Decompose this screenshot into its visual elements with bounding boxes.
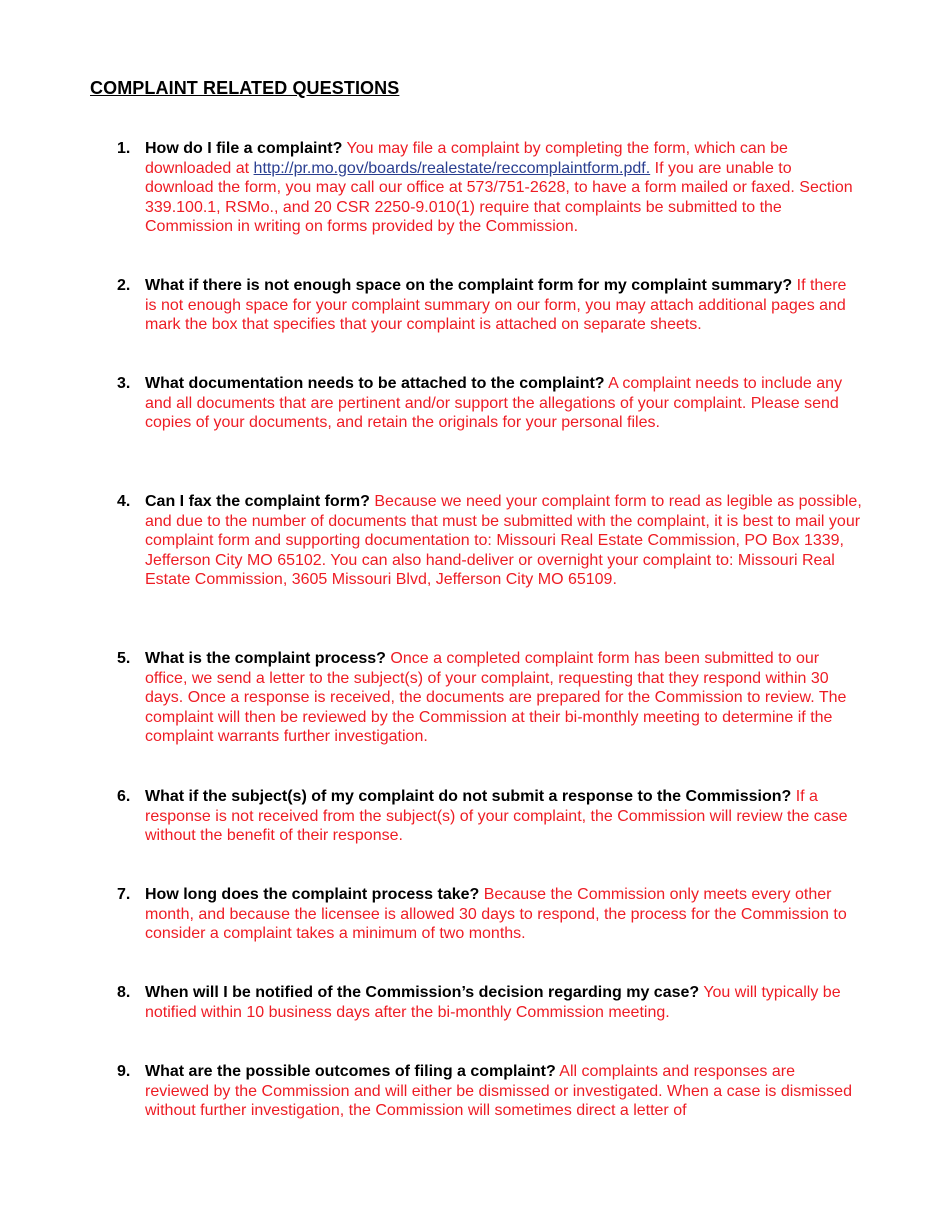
question-text: Can I fax the complaint form? bbox=[145, 493, 370, 510]
question-text: When will I be notified of the Commission’s decision regarding my case? bbox=[145, 984, 700, 1001]
item-body bbox=[145, 374, 862, 433]
faq-item-3 bbox=[117, 374, 862, 433]
item-body bbox=[145, 276, 862, 335]
item-body bbox=[145, 787, 862, 846]
question-text: How long does the complaint process take? bbox=[145, 886, 480, 903]
item-number: 3. bbox=[117, 375, 131, 392]
question-text: What documentation needs to be attached to the complaint? bbox=[145, 375, 605, 392]
answer-text: All complaints and responses are reviewed by the Commission and will either be dismissed or investigated. When a case is dismissed without further investigation, the Commission will sometimes direct a letter of bbox=[145, 1063, 852, 1120]
item-number: 9. bbox=[117, 1063, 131, 1080]
item-body bbox=[145, 649, 862, 747]
answer-text: If a response is not received from the subject(s) of your complaint, the Commission will review the case without the benefit of their response. bbox=[145, 788, 848, 845]
item-body bbox=[145, 983, 862, 1022]
item-number: 7. bbox=[117, 886, 131, 903]
item-number: 6. bbox=[117, 788, 131, 805]
faq-item-7 bbox=[117, 885, 862, 944]
faq-item-4 bbox=[117, 492, 862, 590]
item-number: 5. bbox=[117, 650, 131, 667]
complaint-form-link[interactable]: http://pr.mo.gov/boards/realestate/reccomplaintform.pdf. bbox=[253, 159, 651, 177]
faq-item-2 bbox=[117, 276, 862, 335]
item-body bbox=[145, 492, 862, 590]
answer-text: Because we need your complaint form to read as legible as possible, and due to the number of documents that must be submitted with the complaint, it is best to mail your complaint form and supporting documentation to: Missouri Real Estate Commission, PO Box 1339, Jefferson City MO 65102. You can also hand-deliver or overnight your complaint to: Missouri Real Estate Commission, 3605 Missouri Blvd, Jefferson City MO 65109. bbox=[145, 493, 862, 589]
question-text: What is the complaint process? bbox=[145, 650, 386, 667]
faq-item-9 bbox=[117, 1062, 862, 1121]
item-number: 1. bbox=[117, 140, 131, 157]
item-number: 4. bbox=[117, 493, 131, 510]
answer-text: Because the Commission only meets every other month, and because the licensee is allowed 30 days to respond, the process for the Commission to consider a complaint takes a minimum of two months. bbox=[145, 886, 847, 943]
answer-text: You will typically be notified within 10 business days after the bi-monthly Commission meeting. bbox=[145, 984, 841, 1021]
faq-item-6 bbox=[117, 787, 862, 846]
answer-text-part1: You may file a complaint by completing the form, which can be downloaded at bbox=[145, 140, 788, 177]
answer-text: Once a completed complaint form has been submitted to our office, we send a letter to the subject(s) of your complaint, requesting that they respond within 30 days. Once a response is received, the documents are prepared for the Commission to review. The complaint will then be reviewed by the Commission at their bi-monthly meeting to determine if the complaint warrants further investigation. bbox=[145, 650, 847, 746]
faq-item-1 bbox=[117, 139, 862, 237]
page-title: COMPLAINT RELATED QUESTIONS bbox=[90, 78, 400, 98]
question-text: What if there is not enough space on the complaint form for my complaint summary? bbox=[145, 277, 793, 294]
question-text: What if the subject(s) of my complaint do not submit a response to the Commission? bbox=[145, 788, 792, 805]
item-body bbox=[145, 885, 862, 944]
faq-item-8 bbox=[117, 983, 862, 1022]
question-text: How do I file a complaint? bbox=[145, 140, 343, 157]
question-text: What are the possible outcomes of filing a complaint? bbox=[145, 1063, 556, 1080]
item-number: 8. bbox=[117, 984, 131, 1001]
answer-text-part2: If you are unable to download the form, you may call our office at 573/751-2628, to have a form mailed or faxed. Section 339.100.1, RSMo., and 20 CSR 2250-9.010(1) require that complaints be submitted to the Commission in writing on forms provided by the Commission. bbox=[145, 159, 853, 236]
item-body bbox=[145, 1062, 862, 1121]
answer-text: A complaint needs to include any and all documents that are pertinent and/or support the allegations of your complaint. Please send copies of your documents, and retain the originals for your personal files. bbox=[145, 375, 843, 432]
faq-item-5 bbox=[117, 649, 862, 747]
item-number: 2. bbox=[117, 277, 131, 294]
item-body bbox=[145, 139, 862, 237]
answer-text: If there is not enough space for your complaint summary on our form, you may attach additional pages and mark the box that specifies that your complaint is attached on separate sheets. bbox=[145, 277, 847, 334]
